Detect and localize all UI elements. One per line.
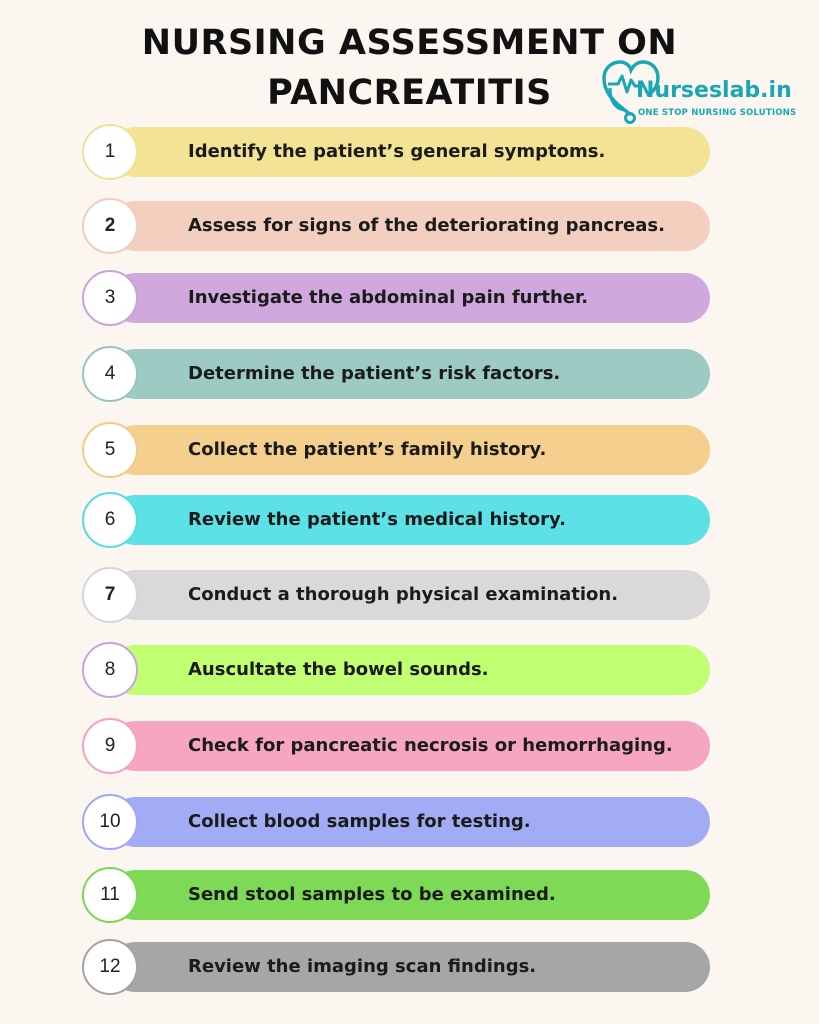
step-text: Review the imaging scan findings. xyxy=(188,955,537,977)
step-text: Identify the patient’s general symptoms. xyxy=(188,140,606,162)
step-item xyxy=(82,940,710,994)
logo-name: Nurseslab.in xyxy=(636,78,792,103)
step-item xyxy=(82,423,710,477)
step-text: Conduct a thorough physical examination. xyxy=(188,583,619,605)
step-item xyxy=(82,271,710,325)
step-bar xyxy=(110,127,710,177)
step-number: 11 xyxy=(82,867,138,923)
step-number: 3 xyxy=(82,270,138,326)
step-item xyxy=(82,868,710,922)
step-text: Collect the patient’s family history. xyxy=(188,438,547,460)
step-bar xyxy=(110,425,710,475)
step-text: Auscultate the bowel sounds. xyxy=(188,658,489,680)
step-text: Determine the patient’s risk factors. xyxy=(188,362,561,384)
step-number: 7 xyxy=(82,567,138,623)
step-bar xyxy=(110,273,710,323)
step-bar xyxy=(110,870,710,920)
step-number: 9 xyxy=(82,718,138,774)
step-item xyxy=(82,643,710,697)
step-number: 1 xyxy=(82,124,138,180)
step-bar xyxy=(110,721,710,771)
step-text: Assess for signs of the deteriorating pancreas. xyxy=(188,214,665,236)
step-bar xyxy=(110,645,710,695)
step-item xyxy=(82,568,710,622)
step-number: 8 xyxy=(82,642,138,698)
step-number: 5 xyxy=(82,422,138,478)
step-item xyxy=(82,493,710,547)
step-number: 10 xyxy=(82,794,138,850)
step-bar xyxy=(110,495,710,545)
step-bar xyxy=(110,570,710,620)
logo-tagline: ONE STOP NURSING SOLUTIONS xyxy=(638,108,797,118)
step-item xyxy=(82,125,710,179)
step-text: Collect blood samples for testing. xyxy=(188,810,531,832)
title-line-1: NURSING ASSESSMENT ON xyxy=(141,23,678,63)
step-bar xyxy=(110,797,710,847)
step-text: Check for pancreatic necrosis or hemorrhaging. xyxy=(188,734,673,756)
step-number: 2 xyxy=(82,198,138,254)
step-text: Investigate the abdominal pain further. xyxy=(188,286,589,308)
step-text: Send stool samples to be examined. xyxy=(188,883,556,905)
step-bar xyxy=(110,942,710,992)
title-line-2: PANCREATITIS xyxy=(267,73,552,113)
step-item xyxy=(82,719,710,773)
step-item xyxy=(82,199,710,253)
step-bar xyxy=(110,201,710,251)
step-number: 12 xyxy=(82,939,138,995)
step-item xyxy=(82,347,710,401)
step-number: 6 xyxy=(82,492,138,548)
step-text: Review the patient’s medical history. xyxy=(188,508,566,530)
step-item xyxy=(82,795,710,849)
step-number: 4 xyxy=(82,346,138,402)
nurseslab-logo xyxy=(600,58,800,128)
step-bar xyxy=(110,349,710,399)
